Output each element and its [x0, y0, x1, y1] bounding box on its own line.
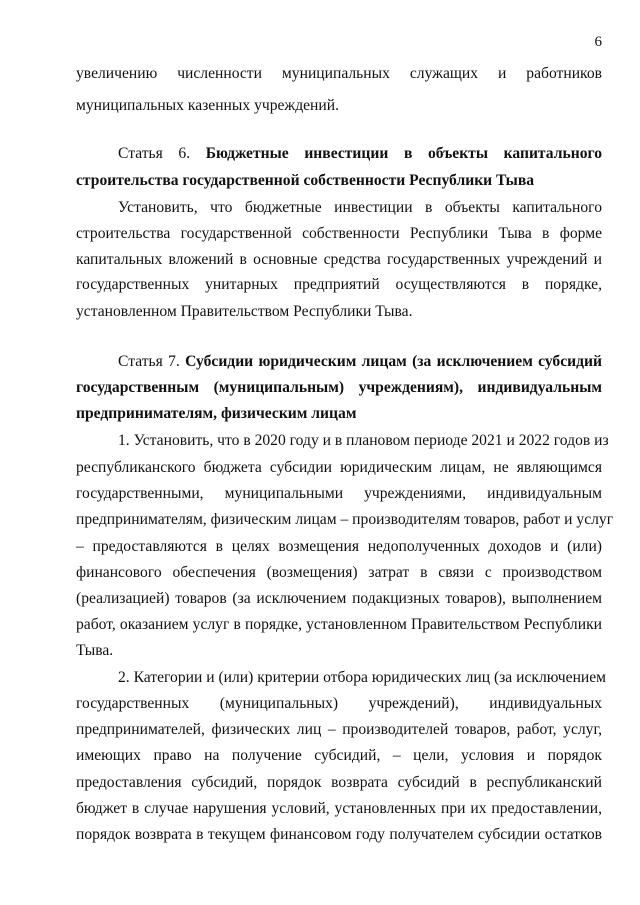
text-line: – предоставляются в целях возмещения недополученных доходов и (или): [76, 538, 602, 555]
article-6-title-continued: строительства государственной собственности Республики Тыва: [76, 172, 535, 189]
text-line: государственными, муниципальными учреждениями, индивидуальным: [76, 485, 602, 502]
article-7-title: Субсидии юридическим лицам (за исключением субсидий: [185, 353, 602, 370]
article-7-title-continued: предпринимателям, физическим лицам: [76, 405, 357, 422]
text-line: финансового обеспечения (возмещения) затрат в связи с производством: [76, 564, 602, 581]
article-6-title: Бюджетные инвестиции в объекты капитального: [205, 145, 602, 162]
text-line: государственных унитарных предприятий осуществляются в порядке,: [76, 276, 602, 293]
text-line: установленном Правительством Республики Тыва.: [76, 303, 413, 320]
article-6-label: Статья 6.: [118, 145, 191, 162]
article-7-label: Статья 7.: [118, 353, 180, 370]
text-line: бюджет в случае нарушения условий, установленных при их предоставлении,: [76, 800, 602, 817]
text-line: имеющих право на получение субсидий, – цели, условия и порядок: [76, 747, 602, 764]
text-line: Тыва.: [76, 642, 114, 659]
article-7-heading: [118, 352, 602, 372]
text-line: предпринимателям, физическим лицам – производителям товаров, работ и услуг: [76, 511, 614, 528]
text-line: 1. Установить, что в 2020 году и в плановом периоде 2021 и 2022 годов из: [118, 432, 609, 449]
text-line: порядок возврата в текущем финансовом году получателем субсидии остатков: [76, 826, 602, 843]
text-line: Установить, что бюджетные инвестиции в объекты капитального: [118, 199, 602, 216]
text-line: капитальных вложений в основные средства государственных учреждений и: [76, 251, 602, 268]
text-line: строительства государственной собственности Республики Тыва в форме: [76, 225, 602, 242]
page-number: 6: [594, 34, 602, 50]
text-line: муниципальных казенных учреждений.: [76, 97, 339, 114]
text-line: республиканского бюджета субсидии юридическим лицам, не являющимся: [76, 459, 602, 476]
text-line: предпринимателей, физических лиц – производителей товаров, работ, услуг,: [76, 721, 602, 738]
article-6-heading: [118, 144, 602, 164]
text-line: предоставления субсидий, порядок возврата субсидий в республиканский: [76, 774, 602, 791]
text-line: государственных (муниципальных) учреждений), индивидуальных: [76, 695, 602, 712]
text-line: 2. Категории и (или) критерии отбора юридических лиц (за исключением: [118, 669, 607, 686]
article-7-title-continued: государственным (муниципальным) учреждениям), индивидуальным: [76, 379, 602, 396]
text-line: работ, оказанием услуг в порядке, установленном Правительством Республики: [76, 616, 602, 633]
text-line: (реализацией) товаров (за исключением подакцизных товаров), выполнением: [76, 590, 602, 607]
text-line: увеличению численности муниципальных служащих и работников: [76, 65, 602, 82]
